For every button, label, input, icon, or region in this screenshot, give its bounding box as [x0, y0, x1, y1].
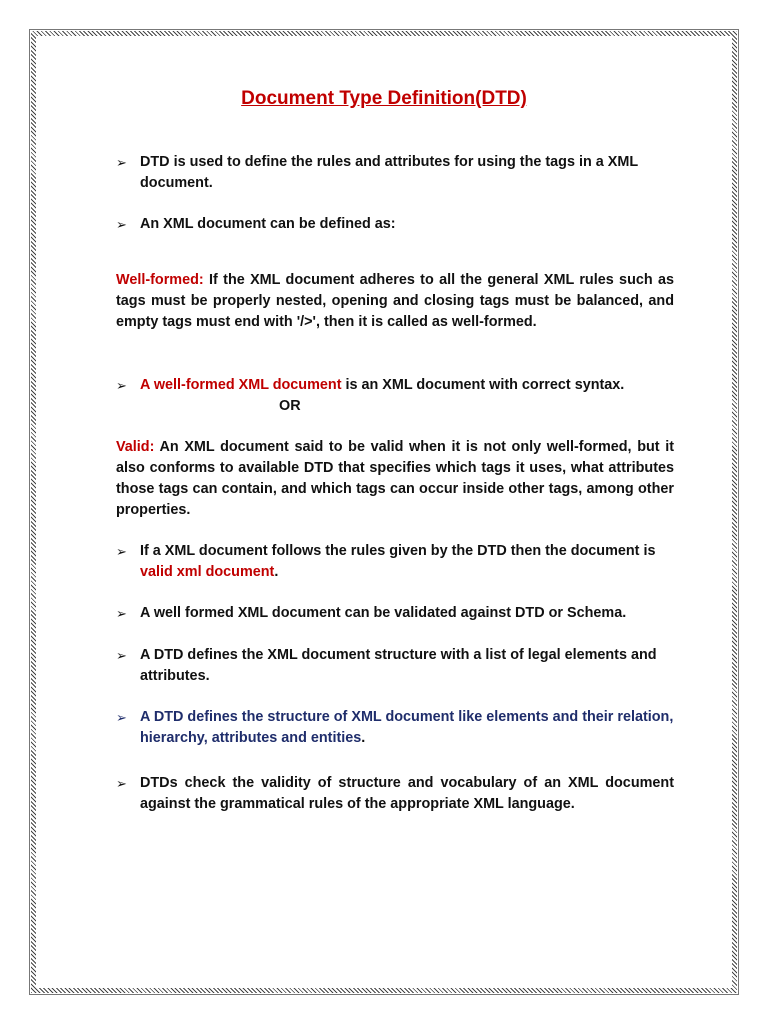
page-title: Document Type Definition(DTD) [241, 88, 527, 109]
valid-xml-highlight: valid xml document [140, 564, 275, 580]
bullet-text: If a XML document follows the rules given by the DTD then the document is [140, 543, 656, 559]
well-formed-paragraph [116, 270, 674, 333]
arrow-bullet-icon: ➢ [116, 217, 127, 232]
arrow-bullet-icon: ➢ [116, 606, 127, 621]
bullet-text: DTD is used to define the rules and attributes for using the tags in a XML document. [140, 154, 638, 191]
or-separator: OR [279, 398, 301, 414]
bullet-text: An XML document can be defined as: [140, 216, 396, 232]
arrow-bullet-icon: ➢ [116, 648, 127, 663]
bullet-text: A DTD defines the XML document structure with a list of legal elements and attributes. [140, 647, 657, 684]
valid-label: Valid: [116, 439, 155, 455]
valid-text: An XML document said to be valid when it is not only well-formed, but it also conforms to available DTD that specifies which tags it uses, what attributes those tags can contain, and which tags can occur inside other tags, among other properties. [116, 439, 674, 518]
arrow-bullet-icon: ➢ [116, 378, 127, 393]
bullet-text-end: . [361, 730, 366, 746]
bullet-text: A well formed XML document can be validated against DTD or Schema. [140, 605, 627, 621]
bullet-item-8 [116, 773, 674, 815]
bullet-text: DTDs check the validity of structure and vocabulary of an XML document against the grammatical rules of the appropriate XML language. [140, 775, 674, 812]
bullet-item-3 [116, 375, 674, 396]
bullet-item-7 [116, 707, 674, 749]
bullet-item-2 [116, 214, 674, 235]
valid-paragraph [116, 437, 674, 521]
bullet-item-4 [116, 541, 674, 583]
dtd-structure-highlight: A DTD defines the structure of XML document like elements and their relation, hierarchy, attributes and entities [140, 709, 674, 746]
bullet-item-6 [116, 645, 674, 687]
well-formed-label: Well-formed: [116, 272, 204, 288]
bullet-item-5 [116, 603, 674, 624]
bullet-text-end: . [274, 564, 279, 580]
well-formed-highlight: A well-formed XML document [140, 377, 342, 393]
bullet-text: is an XML document with correct syntax. [341, 377, 625, 393]
well-formed-text: If the XML document adheres to all the general XML rules such as tags must be properly nested, opening and closing tags must be balanced, and empty tags must end with '/>', then it is called as well-formed. [116, 272, 674, 330]
arrow-bullet-icon: ➢ [116, 710, 127, 725]
bullet-item-1 [116, 152, 674, 194]
arrow-bullet-icon: ➢ [116, 544, 127, 559]
arrow-bullet-icon: ➢ [116, 776, 127, 791]
arrow-bullet-icon: ➢ [116, 155, 127, 170]
